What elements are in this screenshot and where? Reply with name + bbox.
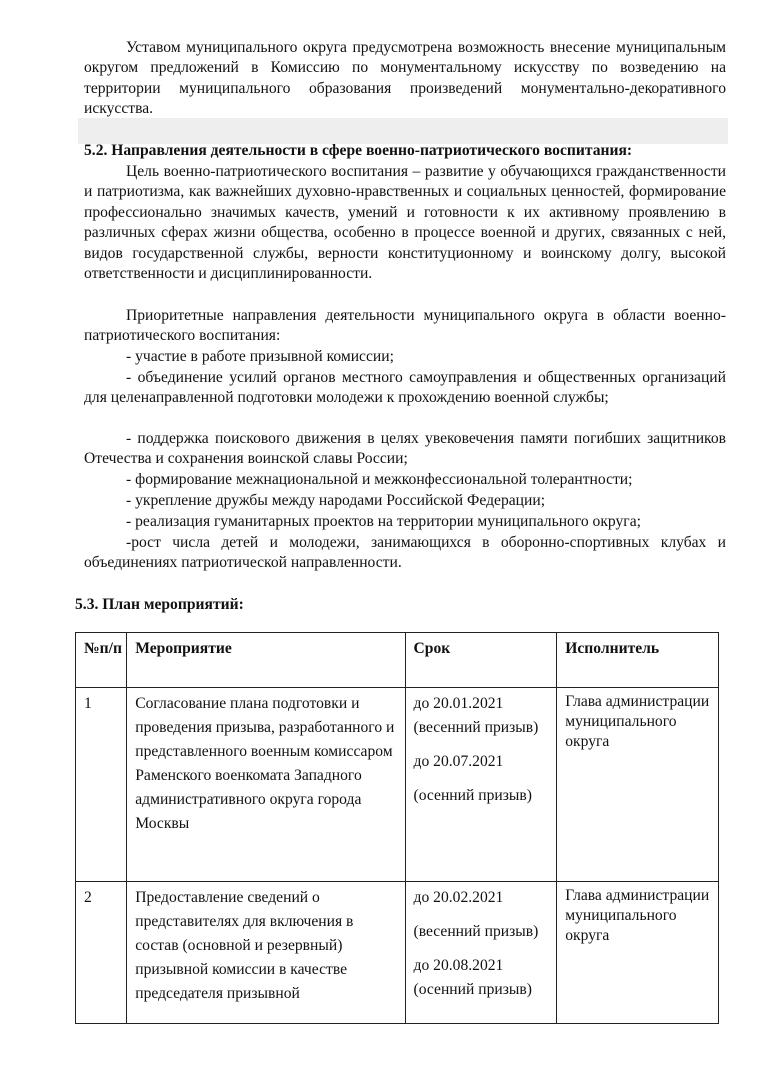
executor-text: Глава администрации муниципального округа	[565, 693, 710, 750]
row-event: Согласование плана подготовки и проведения призыва, разработанного и представленного военным комиссаром Раменского военкомата Западного административного округа города Москвы	[127, 688, 405, 882]
header-executor: Исполнитель	[557, 633, 719, 688]
table-row	[76, 882, 719, 1024]
section-5-3-heading: 5.3. План мероприятий:	[75, 596, 244, 613]
term-note: (осенний призыв)	[413, 981, 532, 998]
term-note: (весенний призыв)	[413, 923, 539, 940]
term-spacer	[414, 740, 553, 750]
list-item: - участие в работе призывной комиссии;	[126, 348, 394, 365]
row-num: 2	[76, 882, 127, 1024]
term-date: до 20.07.2021	[413, 753, 504, 770]
row-executor	[557, 882, 719, 1024]
list-item: -рост числа детей и молодежи, занимающихся в оборонно-спортивных клубах и объединениях патриотической направленности.	[84, 534, 726, 572]
priority-intro-paragraph: Приоритетные направления деятельности муниципального округа в области военно-патриотического воспитания:	[84, 307, 726, 345]
list-item: - реализация гуманитарных проектов на территории муниципального округа;	[126, 513, 641, 530]
list-item: - объединение усилий органов местного самоуправления и общественных организаций для целенаправленной подготовки молодежи к прохождению военной службы;	[84, 369, 726, 407]
header-term: Срок	[405, 633, 557, 688]
row-term	[405, 688, 557, 882]
row-event: Предоставление сведений о представителях для включения в состав (основной и резервный) призывной комиссии в качестве председателя призывной	[127, 882, 405, 1024]
term-note: (осенний призыв)	[413, 787, 532, 804]
section-5-2-goal-paragraph: Цель военно-патриотического воспитания – развитие у обучающихся гражданственности и патриотизма, как важнейших духовно-нравственных и социальных ценностей, формирование профессионально значимых качеств, умений и готовности к их активному проявлению в различных сферах жизни общества, особенно в процессе военной и других, связанных с ней, видов государственной службы, верности конституционному и воинскому долгу, высокой ответственности и дисциплинированности.	[84, 163, 726, 283]
term-note: (весенний призыв)	[413, 719, 539, 736]
row-num: 1	[76, 688, 127, 882]
list-item: - укрепление дружбы между народами Российской Федерации;	[126, 492, 546, 509]
executor-text: Глава администрации муниципального округа	[565, 887, 710, 944]
section-5-2-heading: 5.2. Направления деятельности в сфере военно-патриотического воспитания:	[84, 142, 633, 159]
header-event: Мероприятие	[127, 633, 405, 688]
list-item: - формирование межнациональной и межконфессиональной толерантности;	[126, 471, 633, 488]
term-spacer	[414, 910, 553, 920]
term-spacer	[414, 944, 553, 954]
row-executor	[557, 688, 719, 882]
intro-paragraph: Уставом муниципального округа предусмотрена возможность внесение муниципальным округом предложений в Комиссию по монументальному искусству по возведению на территории муниципального образования произведений монументально-декоративного искусства.	[84, 39, 726, 118]
table-header-row	[76, 633, 719, 688]
header-num: №п/п	[76, 633, 127, 688]
term-date: до 20.08.2021	[413, 957, 504, 974]
term-spacer	[414, 774, 553, 784]
table-row	[76, 688, 719, 882]
term-date: до 20.01.2021	[413, 695, 504, 712]
term-date: до 20.02.2021	[413, 889, 504, 906]
plan-table	[75, 632, 719, 1024]
list-item: - поддержка поискового движения в целях увековечения памяти погибших защитников Отечества и сохранения воинской славы России;	[84, 430, 726, 468]
row-term	[405, 882, 557, 1024]
